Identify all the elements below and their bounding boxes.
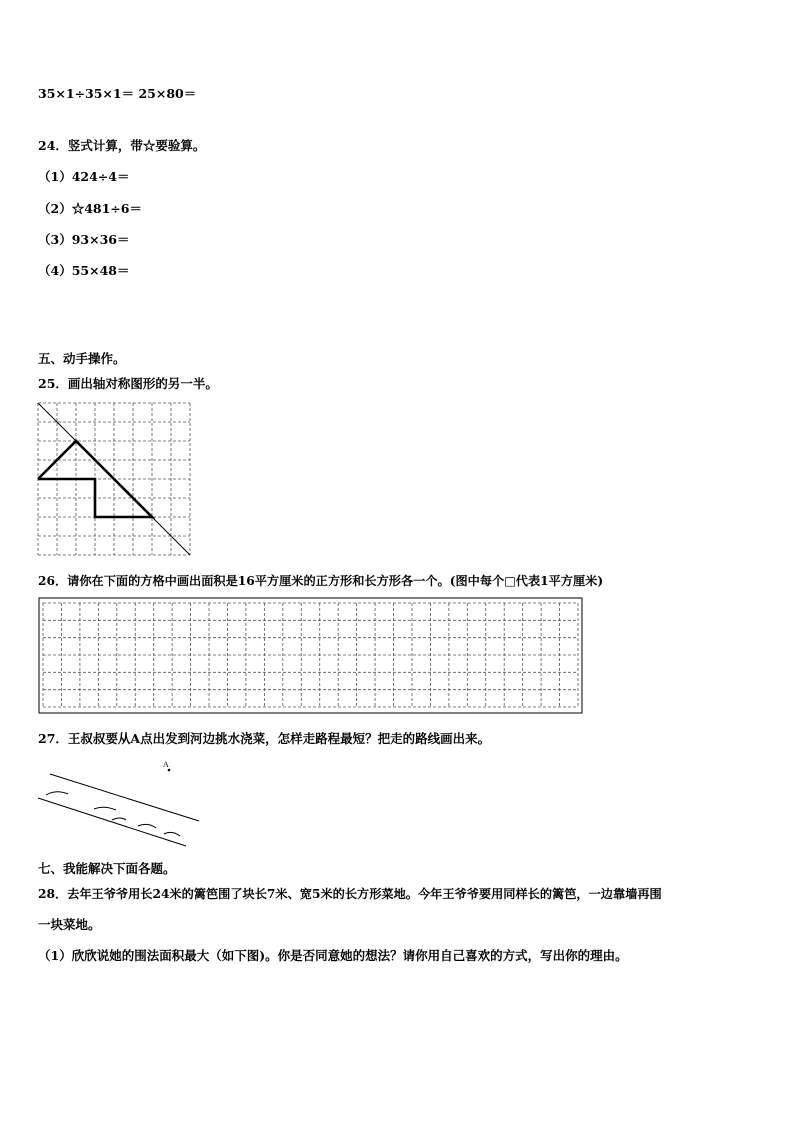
question-24-part-1: （1）424÷4＝	[38, 169, 130, 184]
area-grid-figure	[38, 597, 588, 715]
question-26: 26．请你在下面的方格中画出面积是16平方厘米的正方形和长方形各一个。(图中每个□代表1平方厘米)	[38, 574, 604, 588]
question-28-line-1: 28．去年王爷爷用长24米的篱笆围了块长7米、宽5米的长方形菜地。今年王爷爷要用同样长的篱笆，一边靠墙再围	[38, 887, 662, 901]
river-bank-top	[50, 774, 199, 821]
section-5-heading: 五、动手操作。	[38, 351, 126, 366]
river-bank-bottom	[38, 798, 186, 846]
water-ripples	[46, 792, 180, 836]
question-24-part-3: （3）93×36＝	[38, 232, 130, 247]
point-a-label: A	[163, 760, 169, 769]
calc-line: 35×1÷35×1＝ 25×80＝	[38, 86, 197, 101]
section-7-heading: 七、我能解决下面各题。	[38, 861, 176, 876]
symmetry-grid-figure	[38, 403, 198, 563]
river-figure	[36, 756, 236, 856]
question-27: 27．王叔叔要从A点出发到河边挑水浇菜，怎样走路程最短？把走的路线画出来。	[38, 731, 491, 746]
question-24: 24．竖式计算，带☆要验算。	[38, 138, 206, 153]
question-24-part-2: （2）☆481÷6＝	[38, 201, 142, 216]
point-a	[168, 769, 171, 772]
question-28-part-1: （1）欣欣说她的围法面积最大（如下图)。你是否同意她的想法？请你用自己喜欢的方式，写出你的理由。	[38, 948, 628, 963]
question-28-line-2: 一块菜地。	[38, 917, 101, 932]
question-24-part-4: （4）55×48＝	[38, 263, 130, 278]
question-25: 25．画出轴对称图形的另一半。	[38, 376, 218, 391]
